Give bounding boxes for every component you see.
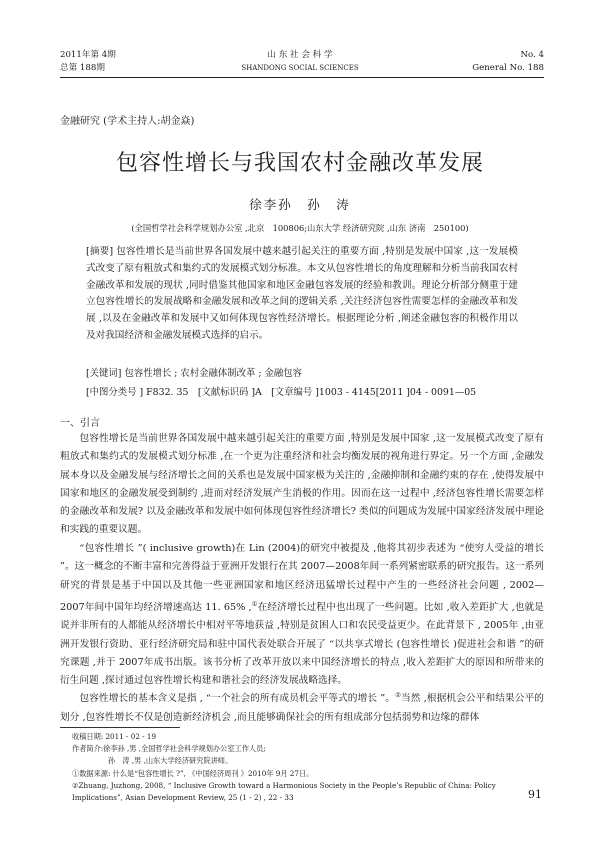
- issue-general-no: General No. 188: [472, 62, 544, 73]
- page-number: 91: [528, 788, 542, 801]
- issue-year: 2011年第 4期: [60, 50, 116, 60]
- keywords-label: [关键词]: [86, 368, 122, 379]
- received-date: 收稿日期: 2011 - 02 - 19: [72, 732, 157, 741]
- journal-name-en: SHANDONG SOCIAL SCIENCES: [241, 63, 359, 72]
- paragraph-1: 包容性增长是当前世界各国发展中越来越引起关注的重要方面 ,特别是发展中国家 ,这一发展模式改变了原有粗放式和集约式的发展模式划分标准 ,在一个更为注重经济和社会均衡发展的视角进行界定。另一个方面 ,金融发展本身以及金融发展与经济增长之间的关系也是发展中国家极为关注的 ,金融抑制和金融约束的存在 ,使得发展中国家和地区的金融发展受到制约 ,进而对经济发展产生消极的作用。因而在这一过程中 ,经济包容性增长需要怎样的金融改革和发展? 以及金融改革和发展中如何体现包容性经济增长? 类似的问题成为发展中国家经济发展中理论和实践的重要议题。: [60, 433, 544, 536]
- author-bio-2: 孙 涛 ,男 ,山东大学经济研究院讲师。: [108, 756, 233, 766]
- section-heading: 一、引言: [60, 418, 100, 429]
- issue-total: 总第 188期: [60, 62, 105, 73]
- issue-no: No. 4: [520, 50, 544, 60]
- header-divider: [60, 77, 544, 78]
- classification: [中图分类号 ] F832. 35 [文献标识码 ]A [文章编号 ]1003 - 4145[2011 ]04 - 0091—05: [86, 387, 477, 398]
- footnote-divider: [60, 727, 180, 728]
- affiliation: (全国哲学社会科学规划办公室 ,北京 100806;山东大学 经济研究院 ,山东 济南 250100): [131, 223, 469, 233]
- authors: 徐李孙 孙 涛: [249, 197, 351, 212]
- paragraph-3: [60, 686, 544, 727]
- footnote-ref-2[interactable]: ②: [395, 691, 401, 699]
- paragraph-2-cont: 在经济增长过程中也出现了一些问题。比如 ,收入差距扩大 ,也就是说并非所有的人都能从经济增长中相对平等地获益 ,特别是贫困人口和农民受益更少。在此背景下 , 2005年 ,由亚洲开发银行资助、亚行经济研究局和驻中国代表处联合开展了 “以共享式增长 (包容性增长 )促进社会和谐 ”的研究课题 ,并于 2007年成书出版。该书分析了改革开放以来中国经济增长的特点 ,收入差距扩大的原因和所带来的衍生问题 ,探讨通过包容性增长构建和谐社会的经济发展战略选择。: [60, 602, 544, 687]
- footnotes: [72, 731, 532, 804]
- abstract: [86, 244, 518, 345]
- journal-name-cn: 山 东 社 会 科 学: [267, 50, 333, 60]
- keywords: [86, 365, 302, 379]
- abstract-label: [摘要]: [86, 246, 114, 257]
- keywords-text: 包容性增长 ; 农村金融体制改革 ; 金融包容: [124, 368, 303, 379]
- footnote-2: ②Zhuang, Juzhong, 2008, “ Inclusive Growth toward a Harmonious Society in the People’s Republic of China: Policy Implications”, Asian Development Review, 25 (1 - 2) , 22 - 33: [72, 780, 496, 803]
- paper-title: 包容性增长与我国农村金融改革发展: [115, 151, 484, 176]
- footnote-1: ①数据来源: 什么是“包容性增长 ?”, 《中国经济周刊 》2010年 9月 27日。: [72, 768, 314, 778]
- paragraph-2-text: “包容性增长 ”( inclusive growth)在 Lin (2004)的研究中被提及 ,他将其初步表述为 “使穷人受益的增长 ”。这一概念的不断丰富和完善得益于亚洲开发银行在其 2007—2008年间一系列紧密联系的研究报告。这一系列研究的背景是基于中国以及其他一些亚洲国家和地区经济迅猛增长过程中产生的一些经济社会问题 , 2002—2007年间中国年均经济增速高达 11. 65% ,: [60, 543, 544, 614]
- journal-issue-right: [472, 49, 544, 74]
- paragraph-3-text: 包容性增长的基本含义是指 , “一个社会的所有成员机会平等式的增长 ”。: [79, 693, 396, 705]
- author-bio-1: 作者简介:徐李孙 ,男 ,全国哲学社会科学规划办公室工作人员;: [72, 744, 266, 754]
- abstract-text: 包容性增长是当前世界各国发展中越来越引起关注的重要方面 ,特别是发展中国家 ,这一发展模式改变了原有粗放式和集约式的发展模式划分标准。本文从包容性增长的角度理解和分析当前我国农村金融改革和发展的现状 ,同时借鉴其他国家和地区金融包容发展的经验和教训。理论分析部分侧重于建立包容性增长的发展战略和金融发展和改革之间的逻辑关系 ,关注经济包容性需要怎样的金融改革和发展 ,以及在金融改革和发展中又如何体现包容性经济增长。根据理论分析 ,阐述金融包容的积极作用以及对我国经济和金融发展模式选择的启示。: [86, 246, 518, 341]
- paragraph-2: [60, 540, 544, 691]
- footnote-ref-1[interactable]: ①: [251, 599, 258, 608]
- paragraph-3-cont: 当然 ,根据机会公平和结果公平的划分 ,包容性增长不仅是创造新经济机会 ,而且能够确保社会的所有组成部分包括弱势和边缘的群体: [60, 693, 544, 723]
- column-label: 金融研究 (学术主持人:胡金焱): [60, 116, 195, 127]
